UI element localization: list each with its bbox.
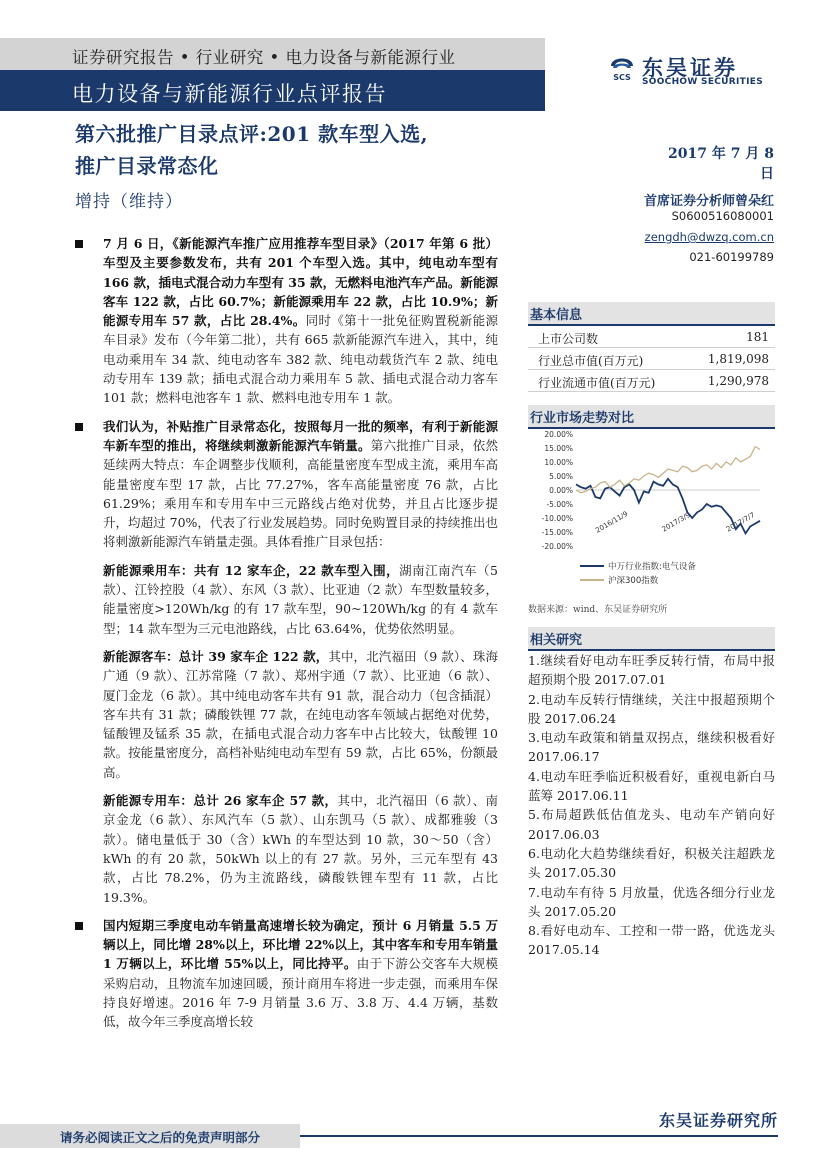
body-bold-text: 新能源客车：总计 39 家车企 122 款， bbox=[103, 648, 329, 664]
body-text: 其中，北汽福田（6 款）、南京金龙（6 款）、东风汽车（5 款）、山东凯马（5 款）、成都雅骏（3 款）。储电量低于 30（含）kWh 的车型达到 10 款，30～50（含）kWh 的有 20 款，50kWh 以上的有 27 款。另外，三元车型有 43 款，占比 78.2%，仍为主流路线，磷酸铁锂车型有 11 款，占比 19.3%。 bbox=[103, 793, 498, 905]
x-tick-label: 2017/3/9 bbox=[660, 510, 692, 534]
info-row bbox=[528, 326, 775, 348]
analyst-license: S0600516080001 bbox=[671, 209, 774, 223]
body-bold-text: 7 月 6 日，《新能源汽车推广应用推荐车型目录》（2017 年第 6 批）车型及主要参数发布，共有 201 个车型入选。其中，纯电动车型有 166 款，插电式混合动力车型有 35 款，无燃料电池汽车产品。新能源客车 122 款，占比 60.7%；新能源乘用车 22 款，占比 10.9%；新能源专用车 57 款，占比 28.4%。 bbox=[103, 236, 498, 329]
body-bold-text: 我们认为，补贴推广目录常态化，按照每月一批的频率，有利于新能源车新车型的推出，将继续刺激新能源汽车销量。 bbox=[103, 418, 498, 453]
bullet-square-icon bbox=[75, 423, 83, 431]
logo-mark-icon bbox=[608, 50, 636, 88]
chart-source: 数据来源：wind、东吴证券研究所 bbox=[528, 605, 668, 615]
body-bold-text: 新能源乘用车：共有 12 家车企，22 款车型入围， bbox=[103, 562, 400, 578]
logo-name-en: SOOCHOW SECURITIES bbox=[642, 77, 763, 87]
related-research-item[interactable]: 7.电动车有待 5 月放量，优选各细分行业龙头 2017.05.20 bbox=[528, 884, 775, 919]
bullet-square-icon bbox=[75, 240, 83, 248]
y-tick-label: 5.00% bbox=[549, 472, 573, 481]
body-subparagraph bbox=[75, 561, 498, 638]
related-research-item[interactable]: 1.继续看好电动车旺季反转行情，布局中报超预期个股 2017.07.01 bbox=[528, 653, 775, 688]
footer-disclaimer: 请务必阅读正文之后的免责声明部分 bbox=[60, 1130, 261, 1145]
y-tick-label: -5.00% bbox=[546, 500, 573, 509]
report-title-line1: 第六批推广目录点评:201 款车型入选, bbox=[75, 122, 429, 146]
series-line bbox=[576, 447, 760, 493]
info-value: 1,819,098 bbox=[707, 352, 769, 366]
analyst-phone: 021-60199789 bbox=[689, 250, 774, 264]
y-tick-label: 10.00% bbox=[544, 458, 573, 467]
related-research-item[interactable]: 6.电动化大趋势继续看好，积极关注超跌龙头 2017.05.30 bbox=[528, 845, 775, 881]
body-text: 同时《第十一批免征购置税新能源车目录》发布（今年第二批），共有 665 款新能源汽车进入，其中，纯电动乘用车 34 款、纯电动客车 382 款、纯电动载货汽车 2 款、纯电动专用车 139 款；插电式混合动力乘用车 5 款、插电式混合动力客车 101 款；燃料电池客车 1 款、燃料电池专用车 1 款。 bbox=[103, 313, 498, 406]
legend-label: 中万行业指数:电气设备 bbox=[608, 562, 696, 572]
body-subparagraph bbox=[75, 791, 498, 907]
info-row bbox=[528, 370, 775, 392]
body-bold-text: 国内短期三季度电动车销量高速增长较为确定，预计 6 月销量 5.5 万辆以上，同比增 28%以上，环比增 22%以上，其中客车和专用车销量 1 万辆以上，环比增 55%以上，同比持平。 bbox=[103, 917, 498, 972]
y-tick-label: -10.00% bbox=[541, 514, 573, 523]
analyst-title: 首席证券分析师曾朵红 bbox=[643, 194, 774, 209]
header-report-type: 电力设备与新能源行业点评报告 bbox=[72, 82, 387, 106]
market-chart-title: 行业市场走势对比 bbox=[528, 405, 775, 427]
y-tick-label: 0.00% bbox=[549, 486, 573, 495]
related-research-item[interactable]: 3.电动车政策和销量双拐点，继续积极看好 2017.06.17 bbox=[528, 730, 775, 765]
header-category-bar bbox=[0, 38, 545, 70]
report-date: 2017 年 7 月 8 日 bbox=[668, 146, 774, 182]
info-label: 上市公司数 bbox=[538, 332, 599, 346]
info-value: 181 bbox=[746, 330, 769, 344]
body-subparagraph bbox=[75, 647, 498, 782]
report-title-line2: 推广目录常态化 bbox=[75, 154, 219, 178]
info-row bbox=[528, 348, 775, 370]
y-tick-label: -15.00% bbox=[541, 528, 573, 537]
related-research-title: 相关研究 bbox=[528, 627, 775, 649]
related-research-item[interactable]: 2.电动车反转行情继续，关注中报超预期个股 2017.06.24 bbox=[528, 691, 775, 726]
x-tick-label: 2017/7/7 bbox=[724, 510, 757, 534]
report-rating: 增持（维持） bbox=[75, 192, 183, 212]
y-tick-label: 15.00% bbox=[544, 444, 573, 453]
y-tick-label: -20.00% bbox=[541, 542, 573, 551]
legend-label: 沪深300指数 bbox=[608, 576, 659, 586]
report-title bbox=[75, 118, 525, 182]
market-trend-chart bbox=[528, 428, 775, 593]
basic-info-title: 基本信息 bbox=[528, 302, 775, 324]
related-research-item[interactable]: 8.看好电动车、工控和一带一路，优选龙头 2017.05.14 bbox=[528, 923, 775, 958]
info-label: 行业总市值(百万元) bbox=[538, 354, 644, 368]
footer-brand: 东吴证券研究所 bbox=[658, 1111, 778, 1130]
footer-disclaimer-bar bbox=[0, 1124, 300, 1148]
related-research-item[interactable]: 5.布局超跌低估值龙头、电动车产销向好 2017.06.03 bbox=[528, 807, 775, 842]
related-research-item[interactable]: 4.电动车旺季临近积极看好，重视电新白马蓝筹 2017.06.11 bbox=[528, 768, 775, 804]
analyst-email-link[interactable]: zengdh@dwzq.com.cn bbox=[644, 230, 774, 244]
body-text: 由于下游公交客车大规模采购启动，且物流车加速回暖，预计商用车将进一步走强，而乘用车保持良好增速。2016 年 7-9 月销量 3.6 万、3.8 万、4.4 万辆，基数低，故今年三季度高增长较 bbox=[103, 956, 498, 1030]
logo-mark-text: SCS bbox=[613, 73, 631, 82]
bullet-square-icon bbox=[75, 922, 83, 930]
info-label: 行业流通市值(百万元) bbox=[538, 376, 656, 390]
report-body bbox=[75, 234, 498, 1041]
info-value: 1,290,978 bbox=[707, 374, 769, 388]
brand-logo bbox=[608, 50, 778, 94]
body-paragraph bbox=[75, 417, 498, 552]
body-text: 湖南江南汽车（5 款）、江铃控股（4 款）、东风（3 款）、比亚迪（2 款）车型数量较多，能量密度>120Wh/kg 的有 17 款车型，90~120Wh/kg 的有 4 款车型；14 款车型为三元电池路线，占比 63.64%，优势依然明显。 bbox=[103, 562, 498, 636]
y-tick-label: 20.00% bbox=[544, 430, 573, 439]
header-report-type-bar bbox=[0, 70, 545, 111]
related-research-list bbox=[528, 651, 775, 960]
body-text: 其中，北汽福田（9 款）、珠海广通（9 款）、江苏常隆（7 款）、郑州宇通（7 款）、比亚迪（6 款）、厦门金龙（6 款）。其中纯电动客车共有 91 款，混合动力（包含插混）客车共有 31 款；磷酸铁锂 77 款，在纯电动客车领域占据绝对优势，锰酸锂及锰系 35 款，在插电式混合动力客车中占比较大，钛酸锂 10 款。按能量密度分，高档补贴纯电动车型有 59 款，占比 65%，份额最高。 bbox=[103, 648, 498, 780]
logo-name-cn: 东吴证券 bbox=[642, 56, 738, 80]
body-paragraph bbox=[75, 916, 498, 1032]
body-text: 第六批推广目录，依然延续两大特点：车企调整步伐顺利，高能量密度车型成主流，乘用车高能量密度车型 17 款，占比 77.27%，客车高能量密度 76 款，占比 61.29%；乘用车和专用车中三元路线占绝对优势，并且占比逐步提升，均超过 70%，代表了行业发展趋势。同时免购置目录的持续推出也将刺激新能源汽车销量走强。具体看推广目录包括： bbox=[103, 437, 498, 550]
body-bold-text: 新能源专用车：总计 26 家车企 57 款， bbox=[103, 793, 338, 809]
x-tick-label: 2016/11/9 bbox=[594, 509, 630, 535]
body-paragraph bbox=[75, 234, 498, 408]
header-category: 证券研究报告 • 行业研究 • 电力设备与新能源行业 bbox=[72, 48, 456, 67]
footer-divider bbox=[300, 1135, 778, 1137]
